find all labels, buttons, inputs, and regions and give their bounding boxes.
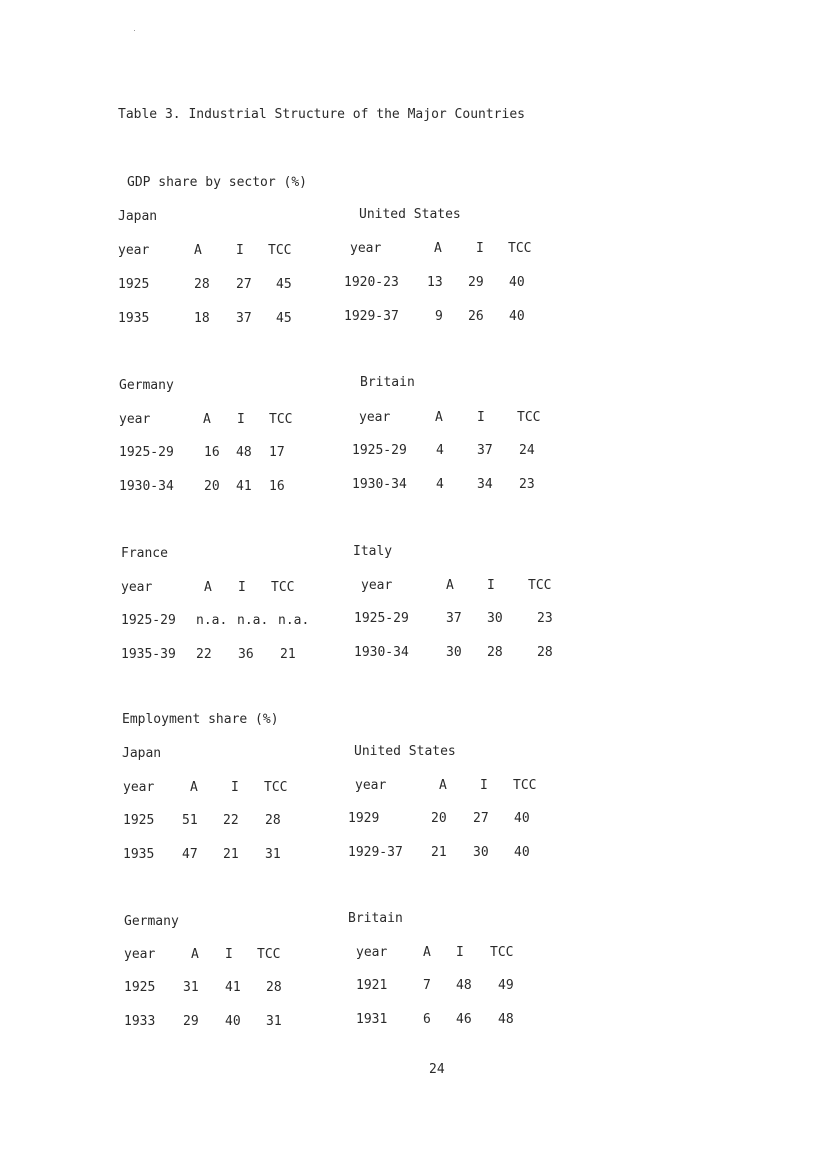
column-header-year: year	[350, 241, 382, 256]
table-cell: 1925-29	[354, 611, 409, 626]
table-cell: 1930-34	[119, 479, 174, 494]
column-header-year: year	[359, 410, 391, 425]
table-cell: n.a.	[278, 613, 310, 628]
column-header-tcc: TCC	[490, 945, 514, 960]
column-header-a: A	[204, 580, 212, 595]
table-cell: 30	[487, 611, 503, 626]
table-cell: 9	[435, 309, 443, 324]
table-cell: 21	[431, 845, 447, 860]
table-cell: 1925-29	[119, 445, 174, 460]
column-header-a: A	[203, 412, 211, 427]
employment-section-heading: Employment share (%)	[122, 712, 279, 727]
table-cell: 1935	[123, 847, 155, 862]
table-cell: 41	[236, 479, 252, 494]
table-cell: 1929-37	[348, 845, 403, 860]
table-cell: 26	[468, 309, 484, 324]
employment-us-label: United States	[354, 744, 456, 759]
table-cell: 27	[473, 811, 489, 826]
table-cell: 6	[423, 1012, 431, 1027]
table-cell: 37	[446, 611, 462, 626]
table-cell: 27	[236, 277, 252, 292]
table-cell: 30	[446, 645, 462, 660]
column-header-a: A	[439, 778, 447, 793]
table-cell: 40	[514, 845, 530, 860]
table-cell: 20	[204, 479, 220, 494]
column-header-i: I	[237, 412, 245, 427]
table-cell: 13	[427, 275, 443, 290]
table-cell: n.a.	[196, 613, 228, 628]
table-cell: 16	[269, 479, 285, 494]
column-header-year: year	[118, 243, 150, 258]
gdp-britain-label: Britain	[360, 375, 415, 390]
table-cell: 22	[223, 813, 239, 828]
table-cell: 18	[194, 311, 210, 326]
table-cell: 1925	[123, 813, 155, 828]
table-cell: 29	[468, 275, 484, 290]
table-cell: 1935-39	[121, 647, 176, 662]
column-header-tcc: TCC	[517, 410, 541, 425]
table-cell: 36	[238, 647, 254, 662]
employment-japan-label: Japan	[122, 746, 162, 761]
table-title: Table 3. Industrial Structure of the Major Countries	[118, 107, 525, 122]
table-cell: 45	[276, 311, 292, 326]
column-header-i: I	[480, 778, 488, 793]
table-cell: 41	[225, 980, 241, 995]
table-cell: 30	[473, 845, 489, 860]
table-cell: 48	[236, 445, 252, 460]
gdp-germany-label: Germany	[119, 378, 174, 393]
column-header-tcc: TCC	[257, 947, 281, 962]
gdp-japan-label: Japan	[118, 209, 158, 224]
table-cell: 23	[519, 477, 535, 492]
table-cell: 48	[498, 1012, 514, 1027]
table-cell: 40	[225, 1014, 241, 1029]
column-header-i: I	[456, 945, 464, 960]
page-number: 24	[429, 1062, 445, 1077]
table-cell: 31	[183, 980, 199, 995]
table-cell: 1930-34	[352, 477, 407, 492]
gdp-italy-label: Italy	[353, 544, 393, 559]
column-header-a: A	[194, 243, 202, 258]
column-header-year: year	[124, 947, 156, 962]
table-cell: 49	[498, 978, 514, 993]
gdp-us-label: United States	[359, 207, 461, 222]
table-cell: 1931	[356, 1012, 388, 1027]
table-cell: 48	[456, 978, 472, 993]
table-cell: 31	[265, 847, 281, 862]
table-cell: 1929-37	[344, 309, 399, 324]
table-cell: 1921	[356, 978, 388, 993]
gdp-france-label: France	[121, 546, 168, 561]
column-header-i: I	[231, 780, 239, 795]
table-cell: 4	[436, 477, 444, 492]
column-header-i: I	[236, 243, 244, 258]
table-cell: 17	[269, 445, 285, 460]
table-cell: 24	[519, 443, 535, 458]
table-cell: 45	[276, 277, 292, 292]
table-cell: 40	[514, 811, 530, 826]
table-cell: 1935	[118, 311, 150, 326]
column-header-tcc: TCC	[271, 580, 295, 595]
column-header-tcc: TCC	[508, 241, 532, 256]
column-header-tcc: TCC	[268, 243, 292, 258]
column-header-i: I	[476, 241, 484, 256]
column-header-a: A	[434, 241, 442, 256]
table-cell: 46	[456, 1012, 472, 1027]
column-header-a: A	[191, 947, 199, 962]
table-cell: 51	[182, 813, 198, 828]
table-cell: 34	[477, 477, 493, 492]
table-cell: 1925-29	[352, 443, 407, 458]
table-cell: 23	[537, 611, 553, 626]
table-cell: 1925-29	[121, 613, 176, 628]
table-cell: 47	[182, 847, 198, 862]
column-header-a: A	[435, 410, 443, 425]
employment-germany-label: Germany	[124, 914, 179, 929]
column-header-year: year	[123, 780, 155, 795]
table-cell: 1930-34	[354, 645, 409, 660]
column-header-a: A	[423, 945, 431, 960]
table-cell: 16	[204, 445, 220, 460]
column-header-year: year	[361, 578, 393, 593]
column-header-tcc: TCC	[264, 780, 288, 795]
table-cell: 1925	[124, 980, 156, 995]
table-cell: 28	[487, 645, 503, 660]
table-cell: 1933	[124, 1014, 156, 1029]
table-cell: 21	[280, 647, 296, 662]
table-cell: 31	[266, 1014, 282, 1029]
column-header-a: A	[446, 578, 454, 593]
table-cell: 21	[223, 847, 239, 862]
column-header-i: I	[238, 580, 246, 595]
table-cell: 37	[477, 443, 493, 458]
employment-britain-label: Britain	[348, 911, 403, 926]
table-cell: 29	[183, 1014, 199, 1029]
column-header-i: I	[477, 410, 485, 425]
table-cell: 22	[196, 647, 212, 662]
column-header-year: year	[119, 412, 151, 427]
column-header-tcc: TCC	[528, 578, 552, 593]
table-cell: 20	[431, 811, 447, 826]
column-header-i: I	[487, 578, 495, 593]
table-cell: 40	[509, 309, 525, 324]
scan-speck	[134, 30, 135, 31]
table-cell: 1920-23	[344, 275, 399, 290]
column-header-a: A	[190, 780, 198, 795]
table-cell: 28	[194, 277, 210, 292]
column-header-year: year	[355, 778, 387, 793]
table-cell: 1925	[118, 277, 150, 292]
table-cell: 28	[537, 645, 553, 660]
table-cell: 28	[265, 813, 281, 828]
gdp-section-heading: GDP share by sector (%)	[127, 175, 308, 190]
column-header-i: I	[225, 947, 233, 962]
column-header-year: year	[356, 945, 388, 960]
column-header-tcc: TCC	[269, 412, 293, 427]
table-cell: 4	[436, 443, 444, 458]
table-cell: 7	[423, 978, 431, 993]
table-cell: 40	[509, 275, 525, 290]
table-cell: n.a.	[237, 613, 269, 628]
table-cell: 28	[266, 980, 282, 995]
table-cell: 37	[236, 311, 252, 326]
column-header-year: year	[121, 580, 153, 595]
table-cell: 1929	[348, 811, 380, 826]
column-header-tcc: TCC	[513, 778, 537, 793]
